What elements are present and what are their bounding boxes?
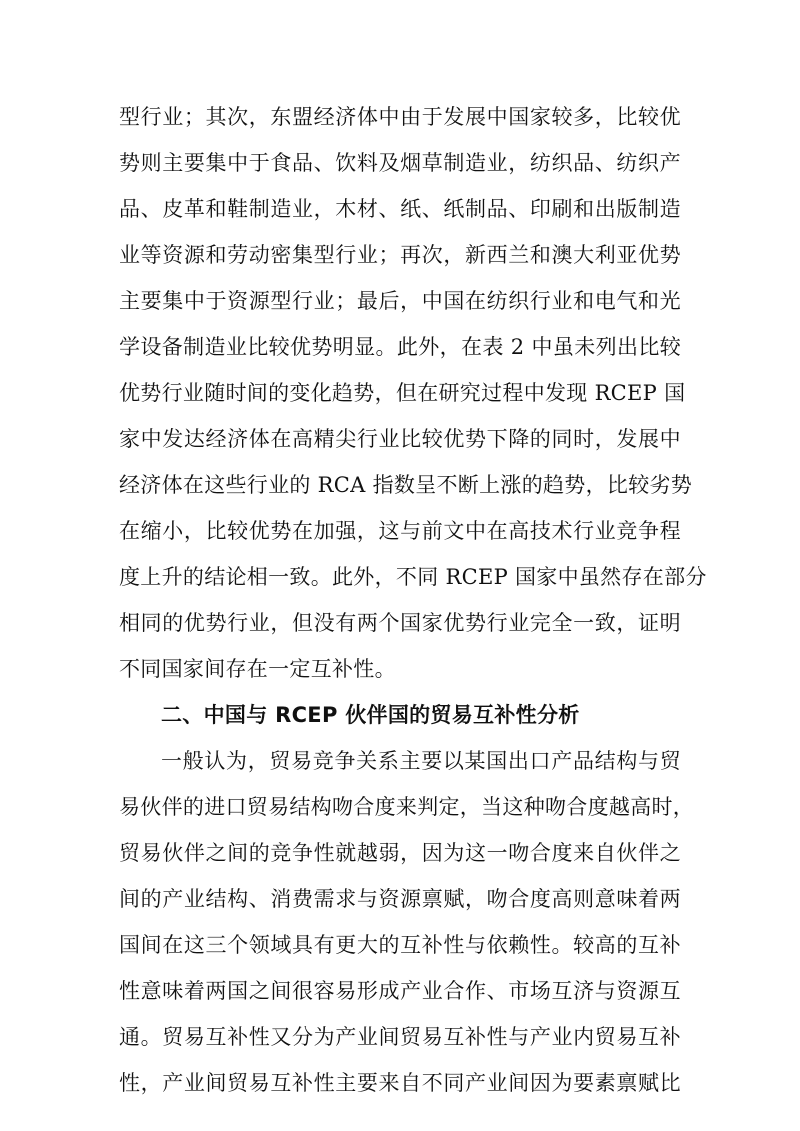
text-line: 度上升的结论相一致。此外，不同 RCEP 国家中虽然存在部分: [119, 565, 707, 589]
text-line: 经济体在这些行业的 RCA 指数呈不断上涨的趋势，比较劣势: [119, 473, 693, 497]
text-line: 不同国家间存在一定互补性。: [119, 657, 396, 681]
text-line: 优势行业随时间的变化趋势，但在研究过程中发现 RCEP 国: [119, 381, 686, 405]
text-line: 型行业；其次，东盟经济体中由于发展中国家较多，比较优: [119, 105, 681, 129]
text-line: 贸易伙伴之间的竞争性就越弱，因为这一吻合度来自伙伴之: [119, 841, 681, 865]
text-line: 国间在这三个领域具有更大的互补性与依赖性。较高的互补: [119, 933, 681, 957]
text-line: 一般认为，贸易竞争关系主要以某国出口产品结构与贸: [161, 749, 681, 773]
text-line: 学设备制造业比较优势明显。此外，在表 2 中虽未列出比较: [119, 335, 681, 359]
text-line: 性意味着两国之间很容易形成产业合作、市场互济与资源互: [119, 979, 681, 1003]
text-line: 间的产业结构、消费需求与资源禀赋，吻合度高则意味着两: [119, 887, 681, 911]
text-line: 势则主要集中于食品、饮料及烟草制造业，纺织品、纺织产: [119, 151, 681, 175]
section-heading: 二、中国与 RCEP 伙伴国的贸易互补性分析: [161, 703, 580, 727]
text-line: 性，产业间贸易互补性主要来自不同产业间因为要素禀赋比: [119, 1071, 681, 1095]
text-line: 通。贸易互补性又分为产业间贸易互补性与产业内贸易互补: [119, 1025, 681, 1049]
text-line: 家中发达经济体在高精尖行业比较优势下降的同时，发展中: [119, 427, 681, 451]
text-line: 相同的优势行业，但没有两个国家优势行业完全一致，证明: [119, 611, 681, 635]
text-line: 主要集中于资源型行业；最后，中国在纺织行业和电气和光: [119, 289, 681, 313]
text-line: 在缩小，比较优势在加强，这与前文中在高技术行业竞争程: [119, 519, 681, 543]
text-line: 易伙伴的进口贸易结构吻合度来判定，当这种吻合度越高时，: [119, 795, 695, 819]
text-line: 品、皮革和鞋制造业，木材、纸、纸制品、印刷和出版制造: [119, 197, 681, 221]
text-line: 业等资源和劳动密集型行业；再次，新西兰和澳大利亚优势: [119, 243, 681, 267]
